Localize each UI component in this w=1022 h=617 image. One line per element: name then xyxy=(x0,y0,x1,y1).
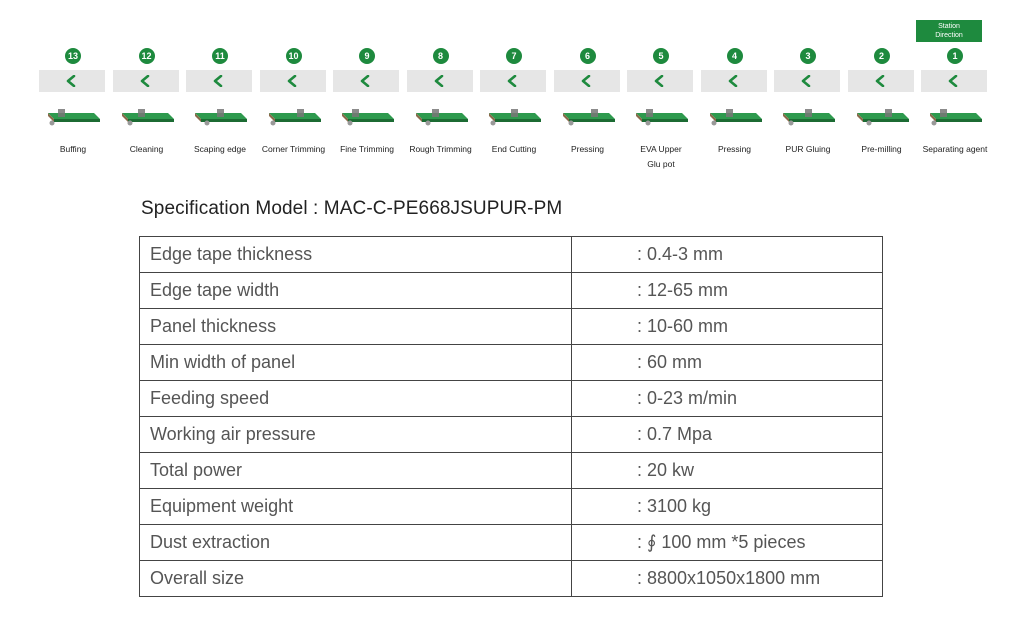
station-label-line1: Rough Trimming xyxy=(409,144,472,154)
chevron-left-icon xyxy=(581,75,591,87)
direction-arrow-box xyxy=(921,70,987,92)
chevron-left-icon xyxy=(801,75,811,87)
chevron-left-icon xyxy=(507,75,517,87)
station-8 xyxy=(405,48,477,178)
spec-value: : 3100 kg xyxy=(572,489,883,525)
station-13 xyxy=(37,48,109,178)
spec-value: : 0.4-3 mm xyxy=(572,237,883,273)
station-number-badge: 13 xyxy=(65,48,81,64)
table-row xyxy=(140,381,883,417)
spec-value: : 10-60 mm xyxy=(572,309,883,345)
table-row xyxy=(140,561,883,597)
spec-value: : 8800x1050x1800 mm xyxy=(572,561,883,597)
station-12 xyxy=(111,48,183,178)
spec-table xyxy=(139,236,883,597)
chevron-left-icon xyxy=(654,75,664,87)
station-number-badge: 12 xyxy=(139,48,155,64)
machine-unit-icon xyxy=(412,105,470,134)
table-row xyxy=(140,237,883,273)
station-label-line2: Glu pot xyxy=(647,159,675,169)
station-number-badge: 8 xyxy=(433,48,449,64)
direction-arrow-box xyxy=(39,70,105,92)
station-number-badge: 2 xyxy=(874,48,890,64)
station-1 xyxy=(919,48,991,178)
chevron-left-icon xyxy=(287,75,297,87)
table-row xyxy=(140,453,883,489)
spec-value: : ∮ 100 mm *5 pieces xyxy=(572,525,883,561)
spec-key: Dust extraction xyxy=(140,525,572,561)
chevron-left-icon xyxy=(360,75,370,87)
spec-key: Edge tape thickness xyxy=(140,237,572,273)
spec-value: : 20 kw xyxy=(572,453,883,489)
machine-unit-icon xyxy=(853,105,911,134)
station-number-badge: 11 xyxy=(212,48,228,64)
spec-key: Edge tape width xyxy=(140,273,572,309)
station-4 xyxy=(699,48,771,178)
station-label-line1: Pressing xyxy=(570,144,605,154)
station-label-line1: End Cutting xyxy=(491,144,537,154)
station-number-badge: 3 xyxy=(800,48,816,64)
station-label-line1: EVA Upper xyxy=(640,144,682,154)
station-label xyxy=(911,142,999,157)
spec-key: Equipment weight xyxy=(140,489,572,525)
direction-arrow-box xyxy=(774,70,840,92)
spec-key: Min width of panel xyxy=(140,345,572,381)
table-row xyxy=(140,273,883,309)
chevron-left-icon xyxy=(434,75,444,87)
table-row xyxy=(140,345,883,381)
station-number-badge: 4 xyxy=(727,48,743,64)
machine-unit-icon xyxy=(338,105,396,134)
table-row xyxy=(140,309,883,345)
spec-key: Feeding speed xyxy=(140,381,572,417)
machine-unit-icon xyxy=(265,105,323,134)
direction-arrow-box xyxy=(113,70,179,92)
machine-unit-icon xyxy=(559,105,617,134)
chevron-left-icon xyxy=(875,75,885,87)
station-10 xyxy=(258,48,330,178)
direction-arrow-box xyxy=(333,70,399,92)
spec-key: Panel thickness xyxy=(140,309,572,345)
chevron-left-icon xyxy=(140,75,150,87)
station-label-line1: Corner Trimming xyxy=(261,144,326,154)
spec-value: : 0.7 Mpa xyxy=(572,417,883,453)
table-row xyxy=(140,417,883,453)
station-5 xyxy=(625,48,697,178)
station-label-line1: PUR Gluing xyxy=(785,144,831,154)
station-number-badge: 1 xyxy=(947,48,963,64)
machine-unit-icon xyxy=(485,105,543,134)
chevron-left-icon xyxy=(948,75,958,87)
station-flow xyxy=(0,0,1022,180)
table-row xyxy=(140,489,883,525)
spec-value: : 0-23 m/min xyxy=(572,381,883,417)
station-2 xyxy=(846,48,918,178)
station-label-line1: Scaping edge xyxy=(194,144,246,154)
station-7 xyxy=(478,48,550,178)
station-number-badge: 5 xyxy=(653,48,669,64)
station-6 xyxy=(552,48,624,178)
machine-unit-icon xyxy=(779,105,837,134)
station-number-badge: 10 xyxy=(286,48,302,64)
station-number-badge: 9 xyxy=(359,48,375,64)
station-label-line1: Pressing xyxy=(717,144,752,154)
station-label-line1: Pre-milling xyxy=(861,144,902,154)
machine-unit-icon xyxy=(44,105,102,134)
spec-key: Total power xyxy=(140,453,572,489)
spec-key: Working air pressure xyxy=(140,417,572,453)
chevron-left-icon xyxy=(66,75,76,87)
direction-arrow-box xyxy=(627,70,693,92)
direction-arrow-box xyxy=(407,70,473,92)
spec-title: Specification Model : MAC-C-PE668JSUPUR-PM xyxy=(141,198,563,219)
table-row xyxy=(140,525,883,561)
direction-arrow-box xyxy=(186,70,252,92)
machine-unit-icon xyxy=(706,105,764,134)
spec-value: : 60 mm xyxy=(572,345,883,381)
station-number-badge: 7 xyxy=(506,48,522,64)
machine-unit-icon xyxy=(118,105,176,134)
chevron-left-icon xyxy=(728,75,738,87)
direction-line1: Station xyxy=(938,23,960,30)
machine-unit-icon xyxy=(632,105,690,134)
spec-key: Overall size xyxy=(140,561,572,597)
station-label-line1: Buffing xyxy=(59,144,87,154)
direction-arrow-box xyxy=(480,70,546,92)
station-11 xyxy=(184,48,256,178)
machine-unit-icon xyxy=(191,105,249,134)
machine-unit-icon xyxy=(926,105,984,134)
direction-arrow-box xyxy=(554,70,620,92)
spec-value: : 12-65 mm xyxy=(572,273,883,309)
station-label-line1: Cleaning xyxy=(129,144,164,154)
station-label-line1: Fine Trimming xyxy=(340,144,394,154)
station-3 xyxy=(772,48,844,178)
direction-arrow-box xyxy=(701,70,767,92)
direction-arrow-box xyxy=(260,70,326,92)
chevron-left-icon xyxy=(213,75,223,87)
station-label-line1: Separating agent xyxy=(922,144,988,154)
station-number-badge: 6 xyxy=(580,48,596,64)
direction-line2: Direction xyxy=(935,32,963,39)
station-9 xyxy=(331,48,403,178)
direction-arrow-box xyxy=(848,70,914,92)
